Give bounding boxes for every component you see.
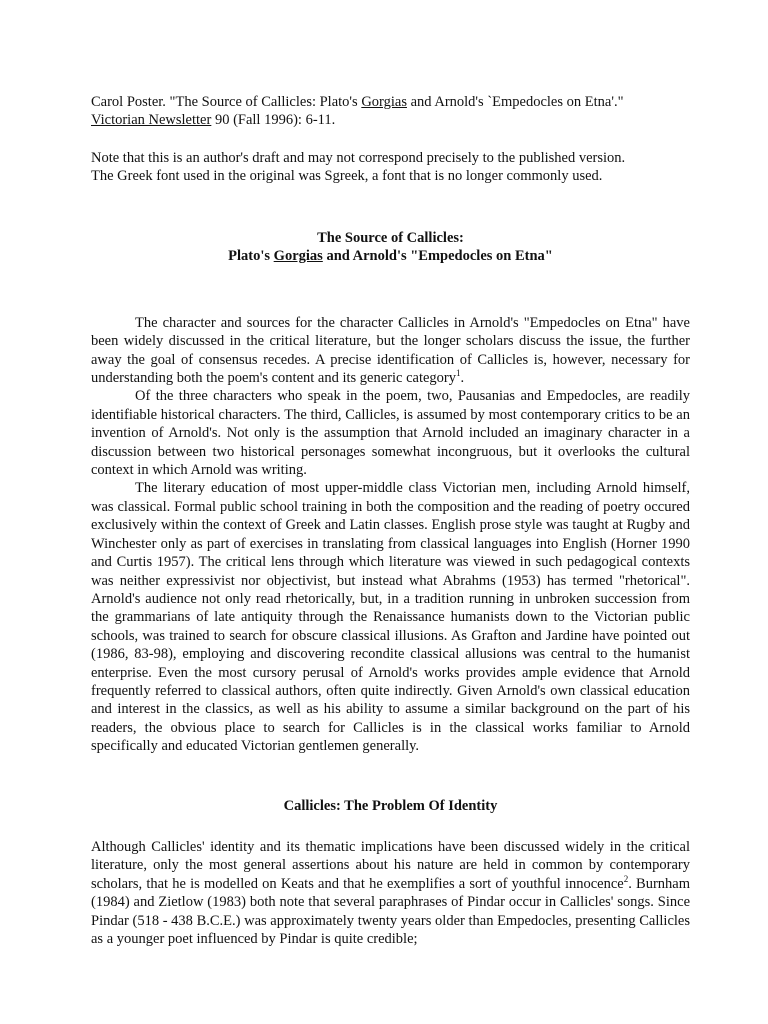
- author-note: [91, 149, 690, 186]
- footnote-ref-2: 2: [623, 873, 629, 884]
- article-title-line-2: [91, 247, 690, 266]
- citation-details: 90 (Fall 1996): 6-11.: [214, 112, 336, 129]
- section-paragraph-1-text-a: Although Callicles' identity and its thematic implications have been discussed widely in the critical literature, only the most general assertions about his nature are held in common by contemporary scholars, that he is modelled on Keats and that he exemplifies a sort of youthful innocence: [91, 838, 690, 892]
- citation-title-pre: "The Source of Callicles: Plato's: [169, 94, 358, 110]
- article-title: [91, 229, 690, 266]
- article-title-line-1: The Source of Callicles:: [317, 229, 464, 246]
- citation-author: Carol Poster.: [91, 94, 166, 110]
- citation-work-gorgias: Gorgias: [361, 94, 407, 110]
- paragraph-1-end: .: [460, 370, 465, 387]
- author-note-line-1: Note that this is an author's draft and may not correspond precisely to the published version.: [91, 149, 626, 166]
- section-paragraph-1: [91, 838, 690, 948]
- article-title-post: and Arnold's "Empedocles on Etna": [326, 248, 553, 265]
- introduction-body: [91, 314, 690, 756]
- citation-journal: Victorian Newsletter: [91, 112, 212, 129]
- paragraph-1: [91, 314, 690, 388]
- citation: [91, 93, 690, 130]
- article-title-pre: Plato's: [228, 248, 271, 265]
- article-title-work: Gorgias: [273, 248, 323, 265]
- paragraph-2: Of the three characters who speak in the poem, two, Pausanias and Empedocles, are readily identifiable historical characters. The third, Callicles, is assumed by most contemporary critics to be an invention of Arnold's. Not only is the assumption that Arnold included an imaginary character in a discussion between two historical personages somewhat incongruous, but it overlooks the cultural context in which Arnold was writing.: [91, 388, 690, 479]
- section-heading: Callicles: The Problem Of Identity: [283, 797, 498, 814]
- section-paragraph-1-text-b: . Burnham (1984) and Zietlow (1983) both note that several paraphrases of Pindar occur in Callicles' songs. Since Pindar (518 - 438 B.C.E.) was approximately twenty years older than Empedocles, presenting Callicles as a younger poet influenced by Pindar is quite credible;: [91, 875, 690, 947]
- citation-title-post: and Arnold's `Empedocles on Etna'.": [410, 94, 624, 110]
- paragraph-1-text: The character and sources for the character Callicles in Arnold's "Empedocles on Etna" have been widely discussed in the critical literature, but the longer scholars discuss the issue, the further away the goal of consensus recedes. A precise identification of Callicles is, however, necessary for understanding both the poem's content and its generic category: [91, 314, 690, 387]
- author-note-line-2: The Greek font used in the original was Sgreek, a font that is no longer commonly used.: [91, 168, 603, 185]
- paragraph-3: The literary education of most upper-middle class Victorian men, including Arnold himself, was classical. Formal public school training in both the composition and the reading of poetry occured exclusively within the context of Greek and Latin classes. English prose style was taught at Rugby and Winchester only as part of exercises in translating from classical languages into English (Horner 1990 and Curtis 1957). The critical lens through which literature was viewed in such pedagogical contexts was neither expressivist nor objectivist, but instead what Abrahms (1953) has termed "rhetorical". Arnold's audience not only read rhetorically, but, in a tradition running in unbroken succession from the grammarians of late antiquity through the Renaissance humanists down to the Victorian public schools, was trained to search for obscure classical illusions. As Grafton and Jardine have pointed out (1986, 83-98), employing and discovering recondite classical allusions was central to the humanist enterprise. Even the most cursory perusal of Arnold's works provides ample evidence that Arnold frequently referred to classical authors, often quite indirectly. Given Arnold's own classical education and interest in the classics, as well as his ability to assume a similar background on the part of his readers, the obvious place to search for Callicles is in the classical works familiar to Arnold specifically and educated Victorian gentlemen generally.: [91, 480, 690, 755]
- footnote-ref-1: 1: [456, 368, 461, 379]
